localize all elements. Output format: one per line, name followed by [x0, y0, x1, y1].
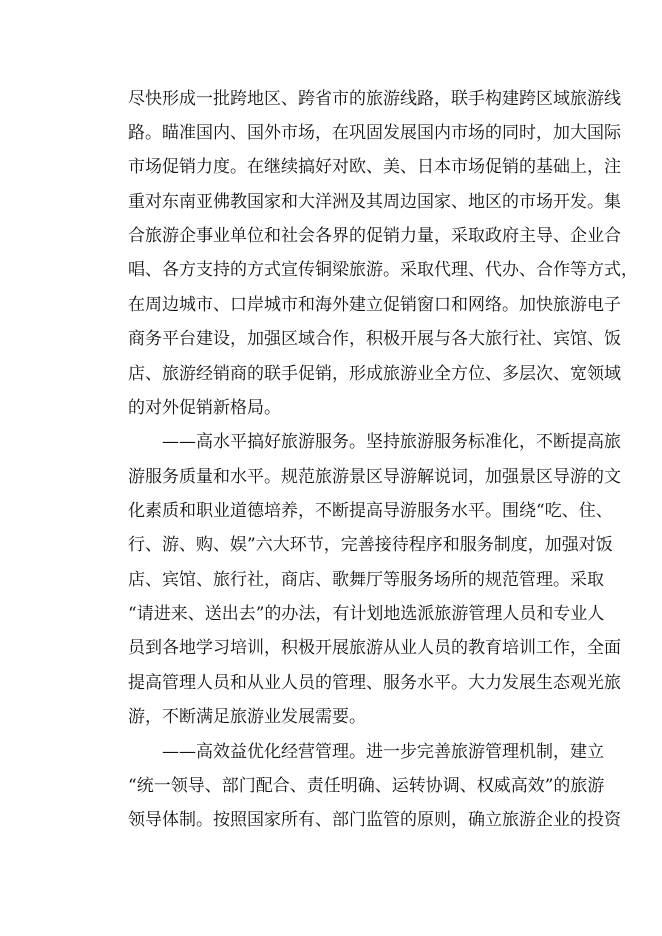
text-line-7: 在周边城市、口岸城市和海外建立促销窗口和网络。加快旅游电子 — [128, 295, 621, 315]
text-line-19: 游，不断满足旅游业发展需要。 — [128, 707, 366, 727]
text-line-17: 员到各地学习培训，积极开展旅游从业人员的教育培训工作，全面 — [128, 638, 621, 658]
text-line-12: 游服务质量和水平。规范旅游景区导游解说词，加强景区导游的文 — [128, 467, 621, 487]
text-line-3: 市场促销力度。在继续搞好对欧、美、日本市场促销的基础上，注 — [128, 157, 621, 177]
text-line-16: “请进来、送出去”的办法，有计划地选派旅游管理人员和专业人 — [128, 604, 605, 624]
text-line-11: ——高水平搞好旅游服务。坚持旅游服务标准化，不断提高旅 — [162, 432, 621, 452]
text-line-4: 重对东南亚佛教国家和大洋洲及其周边国家、地区的市场开发。集 — [128, 192, 621, 212]
text-line-5: 合旅游企事业单位和社会各界的促销力量，采取政府主导、企业合 — [128, 226, 621, 246]
text-line-1: 尽快形成一批跨地区、跨省市的旅游线路，联手构建跨区域旅游线 — [128, 89, 621, 109]
text-line-22: 领导体制。按照国家所有、部门监管的原则，确立旅游企业的投资 — [128, 810, 621, 830]
text-line-21: “统一领导、部门配合、责任明确、运转协调、权威高效”的旅游 — [128, 776, 605, 796]
text-line-2: 路。瞄准国内、国外市场，在巩固发展国内市场的同时，加大国际 — [128, 123, 621, 143]
text-line-20: ——高效益优化经营管理。进一步完善旅游管理机制，建立 — [162, 742, 604, 762]
text-line-10: 的对外促销新格局。 — [128, 398, 281, 418]
text-line-9: 店、旅游经销商的联手促销，形成旅游业全方位、多层次、宽领域 — [128, 364, 621, 384]
text-line-6: 唱、各方支持的方式宣传铜梁旅游。采取代理、代办、合作等方式， — [128, 260, 638, 280]
text-line-14: 行、游、购、娱”六大环节，完善接待程序和服务制度，加强对饭 — [128, 535, 613, 555]
text-line-15: 店、宾馆、旅行社，商店、歌舞厅等服务场所的规范管理。采取 — [128, 570, 604, 590]
text-line-13: 化素质和职业道德培养，不断提高导游服务水平。围绕“吃、住、 — [128, 501, 613, 521]
text-line-18: 提高管理人员和从业人员的管理、服务水平。大力发展生态观光旅 — [128, 673, 621, 693]
text-line-8: 商务平台建设，加强区域合作，积极开展与各大旅行社、宾馆、饭 — [128, 329, 621, 349]
